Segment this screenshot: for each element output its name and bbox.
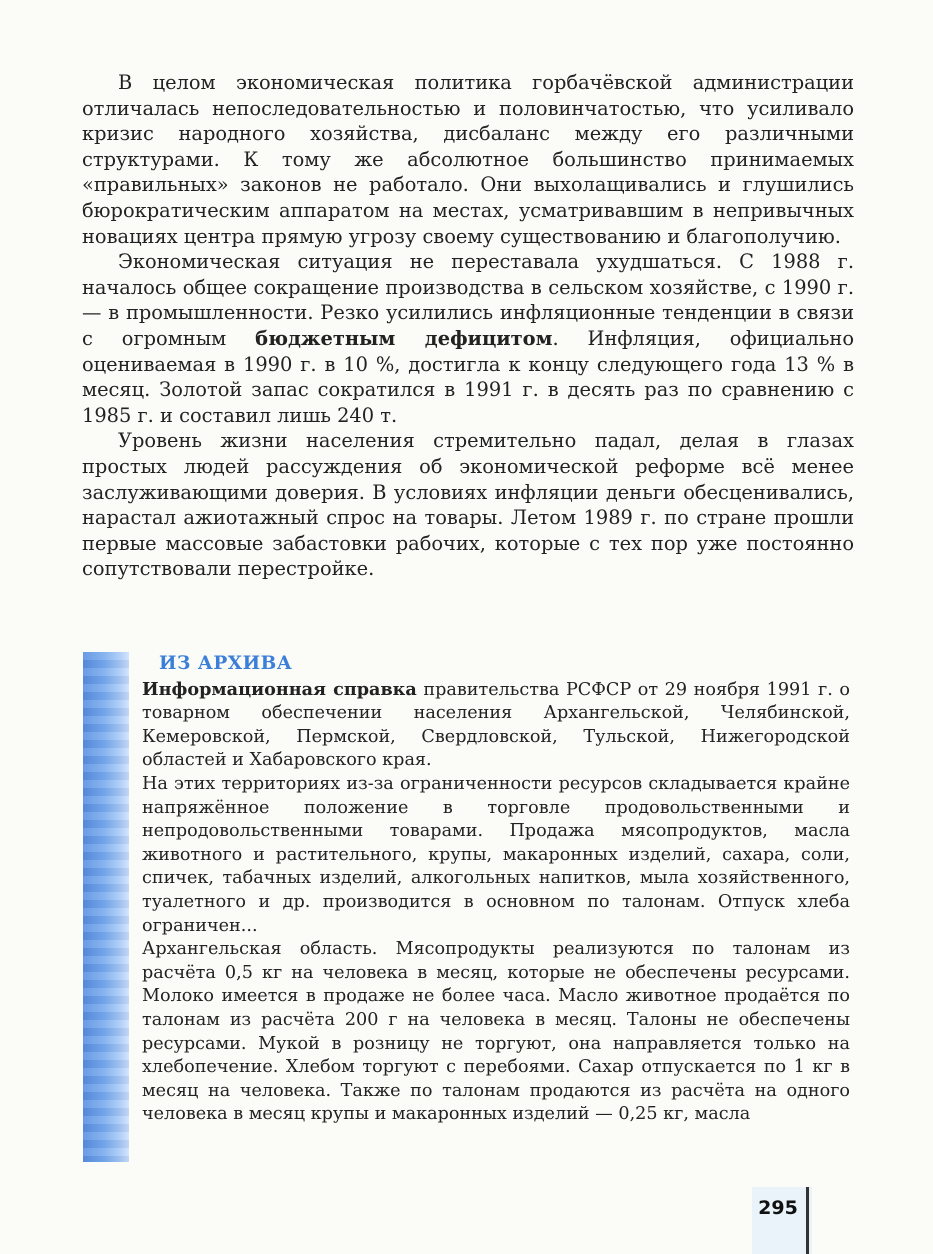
archive-intro-bold: Информационная справка: [142, 678, 417, 700]
archive-sidebar-decoration: [83, 652, 129, 1162]
paragraph-2-text-b: . Инфляция, официально оцениваемая в 1990 г. в 10 %, достигла к концу следующего года 13 % в месяц. Золотой запас сократился в 1991 г. в десять раз по сравнению с 1985 г. и составил лишь 240 т.: [82, 326, 855, 427]
term-budget-deficit: бюджетным дефицитом: [255, 326, 553, 350]
archive-paragraph-3: Архангельская область. Мясопродукты реализуются по талонам из расчёта 0,5 кг на человека в месяц, которые не обеспечены ресурсами. Молоко имеется в продаже не более часа. Масло животное продаётся по талонам из расчёта 200 г на человека в месяц. Талоны не обеспечены ресурсами. Мукой в розницу не торгуют, она направляется только на хлебопечение. Хлебом торгуют с перебоями. Сахар отпускается по 1 кг в месяц на человека. Также по талонам продаются из расчёта на одного человека в месяц крупы и макаронных изделий — 0,25 кг, масла: [142, 939, 850, 1125]
paragraph-2: [82, 249, 854, 428]
archive-paragraph-2: На этих территориях из-за ограниченности ресурсов складывается крайне напряжённое положение в торговле продовольственными и непродовольственными товарами. Продажа мясопродуктов, масла животного и растительного, крупы, макаронных изделий, сахара, соли, спичек, табачных изделий, алкогольных напитков, мыла хозяйственного, туалетного и др. производится в основном по талонам. Отпуск хлеба ограничен...: [142, 773, 850, 936]
archive-intro: [142, 678, 850, 773]
paragraph-3: Уровень жизни населения стремительно падал, делая в глазах простых людей рассуждения об экономической реформе всё менее заслуживающими доверия. В условиях инфляции деньги обесценивались, нарастал ажиотажный спрос на товары. Летом 1989 г. по стране прошли первые массовые забастовки рабочих, которые с тех пор уже постоянно сопутствовали перестройке.: [82, 429, 854, 581]
paragraph-1: В целом экономическая политика горбачёвской администрации отличалась непоследовательностью и половинчатостью, что усиливало кризис народного хозяйства, дисбаланс между его различными структурами. К тому же абсолютное большинство принимаемых «правильных» законов не работало. Они выхолащивались и глушились бюрократическим аппаратом на местах, усматривавшим в непривычных новациях центра прямую угрозу своему существованию и благополучию.: [82, 71, 854, 248]
archive-sidebar-texture: [83, 652, 129, 1162]
archive-section: [142, 652, 850, 1127]
page-number-box: [752, 1187, 812, 1254]
archive-title: ИЗ АРХИВА: [159, 653, 293, 674]
page-number: 295: [758, 1197, 798, 1219]
page-number-rule: [806, 1187, 809, 1254]
archive-intro-text: правительства РСФСР от 29 ноября 1991 г. о товарном обеспечении населения Архангельской, Челябинской, Кемеровской, Пермской, Свердловской, Тульской, Нижегородской областей и Хабаровского края.: [142, 679, 850, 771]
main-text: [82, 70, 854, 582]
paragraph-2-text-a: Экономическая ситуация не переставала ухудшаться. С 1988 г. началось общее сокращение производства в сельском хозяйстве, с 1990 г. — в промышленности. Резко усилились инфляционные тенденции в связи с огромным: [82, 250, 854, 350]
